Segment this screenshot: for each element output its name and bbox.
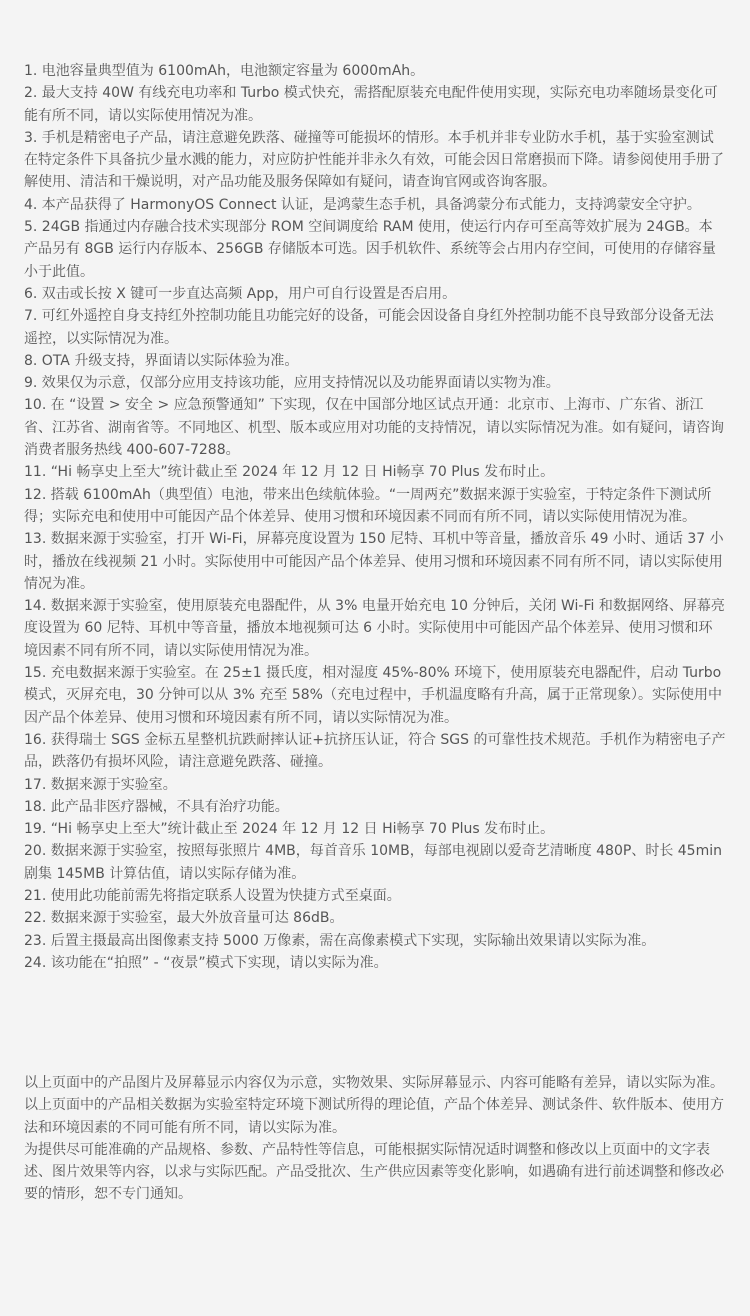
footnote-item: 20. 数据来源于实验室，按照每张照片 4MB，每首音乐 10MB，每部电视剧以爱奇艺清晰度 480P、时长 45min 剧集 145MB 计算估值，请以实际存储为准。 [24, 843, 722, 882]
footnote-item: 3. 手机是精密电子产品，请注意避免跌落、碰撞等可能损坏的情形。本手机并非专业防水手机，基于实验室测试在特定条件下具备抗少量水溅的能力，对应防护性能并非永久有效，可能会因日常磨损而下降。请参阅使用手册了解使用、清洁和干燥说明，对产品功能及服务保障如有疑问，请查询官网或咨询客服。 [24, 129, 724, 191]
footnote-item: 22. 数据来源于实验室，最大外放音量可达 86dB。 [24, 910, 344, 927]
footnote-item: 13. 数据来源于实验室，打开 Wi-Fi，屏幕亮度设置为 150 尼特、耳机中等音量，播放音乐 49 小时、通话 37 小时，播放在线视频 21 小时。实际使用中可能因产品个体差异、使用习惯和环境因素不同有所不同，请以实际使用情况为准。 [24, 531, 724, 592]
footnote-item: 11. “Hi 畅享史上至大”统计截止至 2024 年 12 月 12 日 Hi畅享 70 Plus 发布时止。 [24, 464, 555, 481]
footnote-item: 10. 在 “设置 > 安全 > 应急预警通知” 下实现，仅在中国部分地区试点开通：北京市、上海市、广东省、浙江省、江苏省、湖南省等。不同地区、机型、版本或应用对功能的支持情况，请以实际情况为准。如有疑问，请咨询消费者服务热线 400-607-7288。 [24, 397, 724, 459]
footnote-item: 21. 使用此功能前需先将指定联系人设置为快捷方式至桌面。 [24, 887, 401, 904]
footnote-list [24, 60, 726, 974]
footnote-item: 4. 本产品获得了 HarmonyOS Connect 认证，是鸿蒙生态手机，具备鸿蒙分布式能力，支持鸿蒙安全守护。 [24, 196, 701, 213]
footnote-item: 9. 效果仅为示意，仅部分应用支持该功能，应用支持情况以及功能界面请以实物为准。 [24, 375, 560, 392]
disclaimer-paragraph: 以上页面中的产品相关数据为实验室特定环境下测试所得的理论值，产品个体差异、测试条件、软件版本、使用方法和环境因素的不同可能有所不同，请以实际为准。 [24, 1097, 724, 1136]
disclaimer-paragraph: 为提供尽可能准确的产品规格、参数、产品特性等信息，可能根据实际情况适时调整和修改以上页面中的文字表述、图片效果等内容，以求与实际匹配。产品受批次、生产供应因素等变化影响，如遇确有进行前述调整和修改必要的情形，恕不专门通知。 [24, 1141, 724, 1203]
footnote-item: 5. 24GB 指通过内存融合技术实现部分 ROM 空间调度给 RAM 使用，使运行内存可至高等效扩展为 24GB。本产品另有 8GB 运行内存版本、256GB 存储版本可选。因手机软件、系统等会占用内存空间，可使用的存储容量小于此值。 [24, 219, 716, 280]
footnote-item: 2. 最大支持 40W 有线充电功率和 Turbo 模式快充，需搭配原装充电配件使用实现，实际充电功率随场景变化可能有所不同，请以实际使用情况为准。 [24, 85, 718, 124]
footnote-item: 7. 可红外遥控自身支持红外控制功能且功能完好的设备，可能会因设备自身红外控制功能不良导致部分设备无法遥控，以实际情况为准。 [24, 308, 714, 347]
footnote-item: 15. 充电数据来源于实验室。在 25±1 摄氏度，相对湿度 45%-80% 环境下，使用原装充电器配件，启动 Turbo 模式，灭屏充电，30 分钟可以从 3% 充至 58%（充电过程中，手机温度略有升高，属于正常现象）。实际使用中因产品个体差异、使用习惯和环境因素有所不同，请以实际情况为准。 [24, 665, 722, 726]
footnote-item: 19. “Hi 畅享史上至大”统计截止至 2024 年 12 月 12 日 Hi畅享 70 Plus 发布时止。 [24, 821, 555, 838]
footnote-item: 8. OTA 升级支持，界面请以实际体验为准。 [24, 352, 299, 369]
footnote-item: 17. 数据来源于实验室。 [24, 776, 177, 793]
footnote-item: 23. 后置主摄最高出图像素支持 5000 万像素，需在高像素模式下实现，实际输出效果请以实际为准。 [24, 932, 656, 949]
footnote-item: 24. 该功能在“拍照” - “夜景”模式下实现，请以实际为准。 [24, 954, 388, 971]
footnote-item: 14. 数据来源于实验室，使用原装充电器配件，从 3% 电量开始充电 10 分钟后，关闭 Wi-Fi 和数据网络、屏幕亮度设置为 60 尼特、耳机中等音量，播放本地视频可达 6 小时。实际使用中可能因产品个体差异、使用习惯和环境因素不同有所不同，请以实际使用情况为准。 [24, 598, 725, 659]
footnote-item: 6. 双击或长按 X 键可一步直达高频 App，用户可自行设置是否启用。 [24, 285, 457, 302]
disclaimer-section [24, 1072, 726, 1206]
footnote-item: 16. 获得瑞士 SGS 金标五星整机抗跌耐摔认证+抗挤压认证，符合 SGS 的可靠性技术规范。手机作为精密电子产品，跌落仍有损坏风险，请注意避免跌落、碰撞。 [24, 731, 726, 771]
footnote-item: 18. 此产品非医疗器械，不具有治疗功能。 [24, 798, 289, 815]
disclaimer-paragraph: 以上页面中的产品图片及屏幕显示内容仅为示意，实物效果、实际屏幕显示、内容可能略有差异，请以实际为准。 [24, 1075, 724, 1091]
footnote-item: 12. 搭载 6100mAh（典型值）电池，带来出色续航体验。“一周两充”数据来源于实验室，于特定条件下测试所得；实际充电和使用中可能因产品个体差异、使用习惯和环境因素不同而有所不同，请以实际使用情况为准。 [24, 486, 712, 525]
footnote-item: 1. 电池容量典型值为 6100mAh，电池额定容量为 6000mAh。 [24, 63, 425, 79]
